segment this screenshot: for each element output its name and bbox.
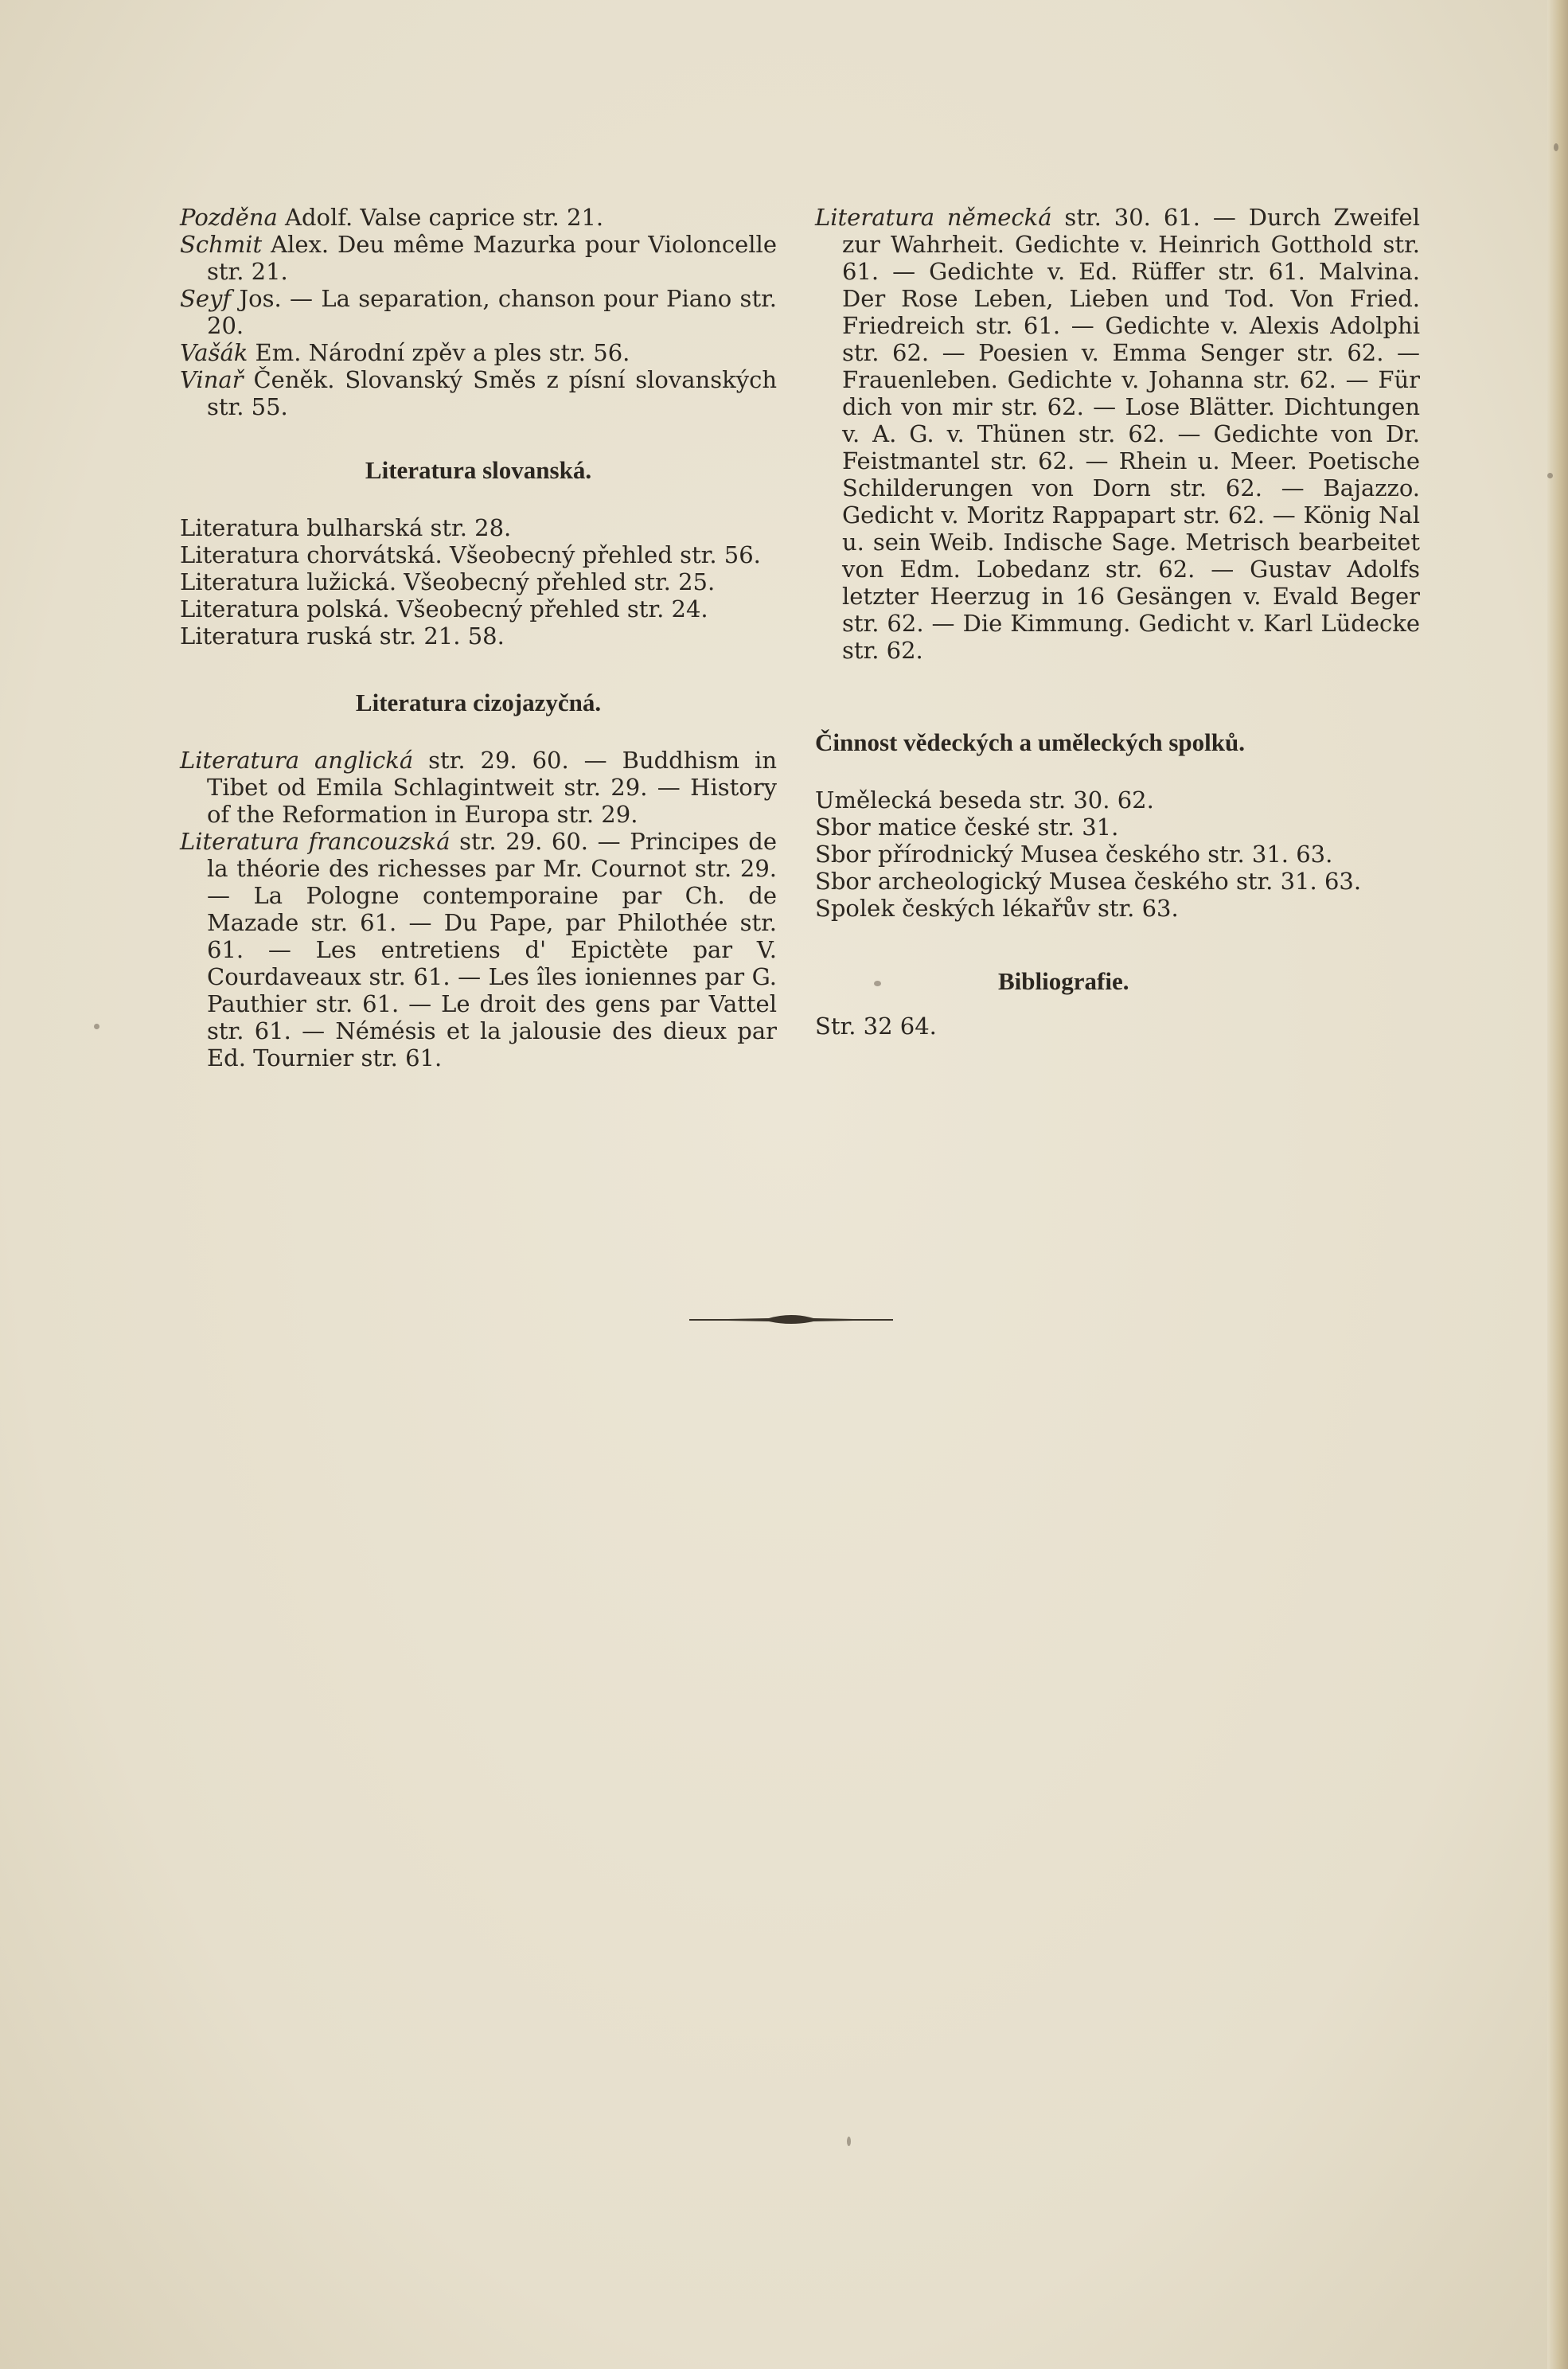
paper-speck [1554,143,1558,151]
section-heading-slovanska: Literatura slovanská. [365,456,592,484]
literature-entry: Literatura chorvátská. Všeobecný přehled str. 56. [180,541,761,568]
section-heading-bibliografie: Bibliografie. [998,967,1129,995]
page-edge-shadow [1547,0,1568,2369]
music-entry: Vinař Čeněk. Slovanský Směs z písní slovanských str. 55. [180,366,777,420]
society-entry: Spolek českých lékařův str. 63. [815,895,1179,922]
bibliography-reference: Str. 32 64. [815,1013,937,1040]
section-heading-cizojazycna: Literatura cizojazyčná. [355,689,602,716]
music-entry: Schmit Alex. Deu même Mazurka pour Violoncelle str. 21. [180,231,777,285]
literature-nemecka: Literatura německá str. 30. 61. — Durch Zweifel zur Wahrheit. Gedichte v. Heinrich Gotthold str. 61. — Gedichte v. Ed. Rüffer str. 61. Malvina. Der Rose Leben, Lieben und Tod. Von Fried. Friedreich str. 61. — Gedichte v. Alexis Adolphi str. 62. — Poesien v. Emma Senger str. 62. — Frauenleben. Gedichte v. Johanna str. 62. — Für dich von mir str. 62. — Lose Blätter. Dichtungen v. A. G. v. Thünen str. 62. — Gedichte von Dr. Feistmantel str. 62. — Rhein u. Meer. Poetische Schilderungen von Dorn str. 62. — Bajazzo. Gedicht v. Moritz Rappapart str. 62. — König Nal u. sein Weib. Indische Sage. Metrisch bearbeitet von Edm. Lobedanz str. 62. — Gustav Adolfs letzter Heerzug in 16 Gesängen v. Evald Beger str. 62. — Die Kimmung. Gedicht v. Karl Lüdecke str. 62. [815,204,1420,664]
right-column [815,204,1420,1040]
paper-speck [874,981,881,986]
literature-entry: Literatura lužická. Všeobecný přehled str. 25. [180,568,716,595]
section-heading-cinnost: Činnost vědeckých a uměleckých spolků. [815,728,1245,756]
literature-entry: Literatura bulharská str. 28. [180,514,512,541]
ornament-divider-icon [689,1305,893,1334]
music-entry: Vašák Em. Národní zpěv a ples str. 56. [180,339,630,366]
literature-anglicka: Literatura anglická str. 29. 60. — Buddhism in Tibet od Emila Schlagintweit str. 29. — History of the Reformation in Europa str. 29. [180,747,777,828]
paper-speck [94,1024,99,1029]
literature-francouzska: Literatura francouzská str. 29. 60. — Principes de la théorie des richesses par Mr. Cournot str. 29. — La Pologne contemporaine par Ch. de Mazade str. 61. — Du Pape, par Philothée str. 61. — Les entretiens d' Epictète par V. Courdaveaux str. 61. — Les îles ioniennes par G. Pauthier str. 61. — Le droit des gens par Vattel str. 61. — Némésis et la jalousie des dieux par Ed. Tournier str. 61. [180,828,777,1071]
left-column [180,204,777,1071]
society-entry: Sbor přírodnický Musea českého str. 31. 63. [815,841,1333,868]
paper-speck [1547,473,1553,478]
music-entry: Pozděna Adolf. Valse caprice str. 21. [180,204,604,231]
literature-entry: Literatura polská. Všeobecný přehled str. 24. [180,595,708,622]
literature-entry: Literatura ruská str. 21. 58. [180,622,505,650]
society-entry: Umělecká beseda str. 30. 62. [815,786,1154,814]
society-entry: Sbor matice české str. 31. [815,814,1119,841]
music-entry: Seyf Jos. — La separation, chanson pour Piano str. 20. [180,285,777,339]
society-entry: Sbor archeologický Musea českého str. 31. 63. [815,868,1362,895]
paper-speck [847,2137,851,2146]
